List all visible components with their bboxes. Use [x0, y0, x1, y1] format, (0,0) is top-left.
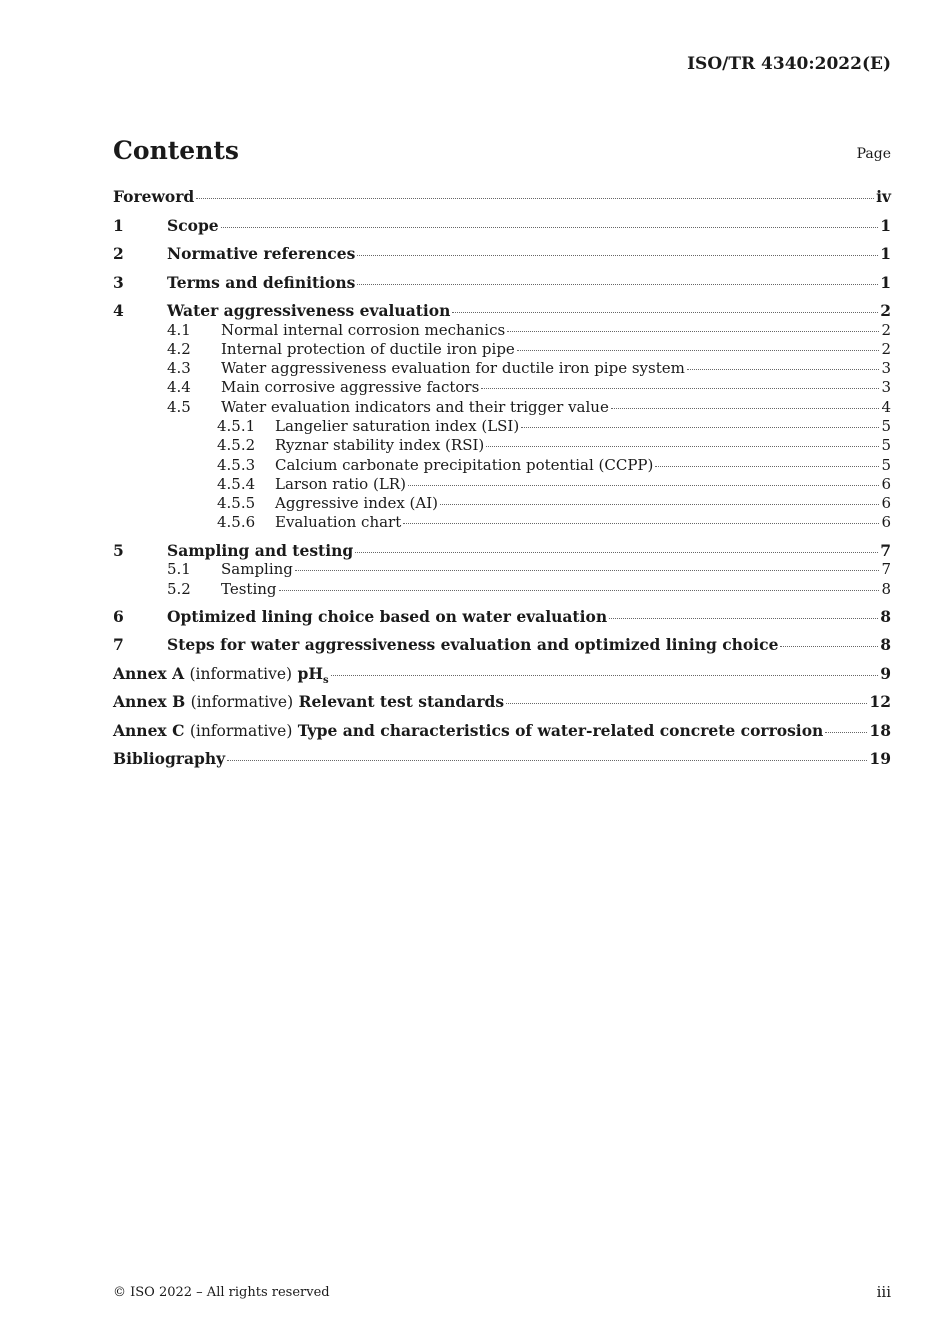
toc-entry-label: Sampling — [221, 560, 293, 579]
toc-entry-page: 5 — [881, 436, 891, 455]
document-id: ISO/TR 4340:2022(E) — [687, 54, 891, 74]
annex-id: Annex B — [113, 692, 186, 712]
toc-entry-page: 12 — [869, 692, 891, 712]
toc-entry-scope[interactable] — [113, 212, 891, 241]
annex-title: Type and characteristics of water-related concrete corrosion — [297, 720, 824, 740]
toc-entry-annex-b[interactable] — [113, 688, 891, 717]
toc-entry-label: Steps for water aggressiveness evaluation and optimized lining choice — [167, 635, 779, 655]
dot-leader — [403, 522, 879, 524]
toc-entry-number: 4.1 — [167, 320, 191, 339]
footer-page-number: iii — [876, 1283, 891, 1301]
toc-entry-label — [113, 717, 823, 746]
toc-entry-5-1[interactable] — [113, 560, 891, 579]
dot-leader — [357, 283, 878, 285]
toc-entry-label: Normal internal corrosion mechanics — [221, 320, 506, 339]
toc-entry-label: Larson ratio (LR) — [275, 474, 406, 493]
toc-entry-normative-references[interactable] — [113, 240, 891, 269]
dot-leader — [331, 674, 879, 676]
toc-entry-page: 7 — [880, 540, 891, 560]
toc-entry-label: Scope — [167, 215, 219, 235]
toc-entry-number: 4.3 — [167, 359, 191, 378]
toc-entry-label: Calcium carbonate precipitation potential (CCPP) — [275, 455, 654, 474]
dot-leader — [357, 254, 878, 256]
toc-entry-number: 4 — [113, 301, 124, 320]
toc-entry-4-5-4[interactable] — [113, 475, 891, 494]
toc-entry-label: Aggressive index (AI) — [275, 494, 439, 513]
toc-entry-optimized-lining-choice[interactable] — [113, 603, 891, 632]
toc-entry-page: 6 — [881, 494, 891, 513]
toc-entry-page: 5 — [881, 416, 891, 435]
toc-entry-bibliography[interactable] — [113, 745, 891, 774]
toc-entry-page: 8 — [880, 635, 891, 655]
dot-leader — [221, 226, 879, 228]
toc-entry-page: 2 — [880, 301, 891, 320]
dot-leader — [506, 702, 867, 704]
toc-entry-number: 3 — [113, 272, 124, 292]
toc-entry-foreword[interactable] — [113, 183, 891, 212]
toc-entry-page: 2 — [881, 339, 891, 358]
dot-leader — [687, 368, 880, 370]
toc-entry-page: 4 — [881, 397, 891, 416]
toc-entry-5-2[interactable] — [113, 580, 891, 599]
toc-entry-label: Ryznar stability index (RSI) — [275, 436, 485, 455]
toc-entry-number: 4.5.1 — [217, 416, 256, 435]
toc-entry-number: 4.5.6 — [217, 513, 256, 532]
toc-entry-label: Water aggressiveness evaluation for ductile iron pipe system — [221, 359, 685, 378]
toc-entry-number: 4.5.4 — [217, 474, 256, 493]
toc-entry-number: 4.5.3 — [217, 455, 256, 474]
toc-entry-4-5-3[interactable] — [113, 456, 891, 475]
toc-entry-annex-c[interactable] — [113, 717, 891, 746]
annex-title: Relevant test standards — [298, 692, 505, 712]
toc-entry-label: Water evaluation indicators and their trigger value — [221, 397, 609, 416]
toc-entry-page: 2 — [881, 320, 891, 339]
toc-entry-number: 5.2 — [167, 579, 191, 598]
dot-leader — [196, 197, 874, 199]
dot-leader — [507, 330, 879, 332]
toc-entry-number: 5 — [113, 540, 124, 560]
toc-entry-number: 4.5.5 — [217, 494, 256, 513]
dot-leader — [279, 589, 880, 591]
toc-entry-4-5[interactable] — [113, 398, 891, 417]
footer-copyright: © ISO 2022 – All rights reserved — [113, 1285, 330, 1300]
dot-leader — [521, 426, 879, 428]
toc-entry-number: 2 — [113, 244, 124, 263]
dot-leader — [408, 484, 880, 486]
dot-leader — [452, 311, 878, 313]
toc-entry-page: 1 — [880, 215, 891, 235]
toc-entry-label: Normative references — [167, 244, 356, 263]
toc-entry-page: 6 — [881, 474, 891, 493]
toc-entry-page: 6 — [881, 513, 891, 532]
annex-kind: (informative) — [189, 721, 293, 740]
toc-entry-label: Evaluation chart — [275, 513, 402, 532]
toc-entry-number: 5.1 — [167, 560, 191, 579]
toc-entry-label: Bibliography — [113, 749, 226, 769]
toc-entry-number: 4.4 — [167, 378, 191, 397]
toc-entry-label — [113, 688, 504, 717]
toc-entry-page: 8 — [881, 579, 891, 598]
toc-entry-4-3[interactable] — [113, 359, 891, 378]
toc-entry-page: iv — [876, 187, 891, 206]
toc-entry-terms-and-definitions[interactable] — [113, 269, 891, 298]
toc-entry-4-4[interactable] — [113, 378, 891, 397]
toc-entry-number: 4.5 — [167, 397, 191, 416]
toc-entry-4-5-1[interactable] — [113, 417, 891, 436]
annex-title: $pH_s$ — [297, 663, 329, 686]
dot-leader — [611, 407, 880, 409]
table-of-contents — [113, 183, 891, 774]
toc-entry-page: 19 — [869, 749, 891, 769]
annex-id: Annex A — [113, 663, 185, 683]
toc-entry-number: 6 — [113, 606, 124, 626]
toc-entry-label: Main corrosive aggressive factors — [221, 378, 480, 397]
toc-header — [113, 131, 891, 165]
annex-kind: (informative) — [189, 664, 293, 683]
toc-entry-steps-for-evaluation[interactable] — [113, 631, 891, 660]
toc-entry-number: 4.2 — [167, 339, 191, 358]
toc-entry-label: Testing — [221, 579, 277, 598]
toc-entry-page: 3 — [881, 378, 891, 397]
dot-leader — [517, 349, 880, 351]
toc-entry-label: Optimized lining choice based on water evaluation — [167, 606, 608, 626]
toc-entry-page: 1 — [880, 272, 891, 292]
page-column-label: Page — [856, 146, 891, 162]
page-title: Contents — [113, 136, 240, 165]
toc-entry-label: Terms and definitions — [167, 272, 356, 292]
toc-entry-4-5-6[interactable] — [113, 513, 891, 532]
toc-entry-page: 9 — [880, 663, 891, 683]
annex-id: Annex C — [113, 720, 185, 740]
annex-kind: (informative) — [190, 693, 294, 712]
dot-leader — [825, 731, 867, 733]
toc-entry-4-5-5[interactable] — [113, 494, 891, 513]
dot-leader — [227, 759, 867, 761]
toc-entry-page: 3 — [881, 359, 891, 378]
dot-leader — [609, 617, 878, 619]
toc-entry-label: Sampling and testing — [167, 540, 354, 560]
toc-entry-label: Water aggressiveness evaluation — [167, 301, 451, 320]
dot-leader — [486, 445, 879, 447]
toc-entry-4-1[interactable] — [113, 321, 891, 340]
toc-entry-page: 18 — [869, 720, 891, 740]
dot-leader — [655, 465, 879, 467]
dot-leader — [481, 387, 879, 389]
toc-entry-page: 7 — [881, 560, 891, 579]
toc-entry-label: Langelier saturation index (LSI) — [275, 416, 520, 435]
toc-entry-number: 4.5.2 — [217, 436, 256, 455]
toc-entry-label: Foreword — [113, 187, 195, 206]
dot-leader — [780, 645, 878, 647]
toc-entry-annex-a[interactable] — [113, 660, 891, 689]
toc-entry-4-2[interactable] — [113, 340, 891, 359]
dot-leader — [440, 503, 879, 505]
toc-entry-label: Internal protection of ductile iron pipe — [221, 339, 515, 358]
toc-entry-page: 1 — [880, 244, 891, 263]
toc-entry-number: 1 — [113, 215, 124, 235]
toc-entry-page: 8 — [880, 606, 891, 626]
dot-leader — [295, 569, 880, 571]
dot-leader — [355, 551, 878, 553]
toc-entry-page: 5 — [881, 455, 891, 474]
toc-entry-number: 7 — [113, 635, 124, 655]
toc-entry-4-5-2[interactable] — [113, 436, 891, 455]
